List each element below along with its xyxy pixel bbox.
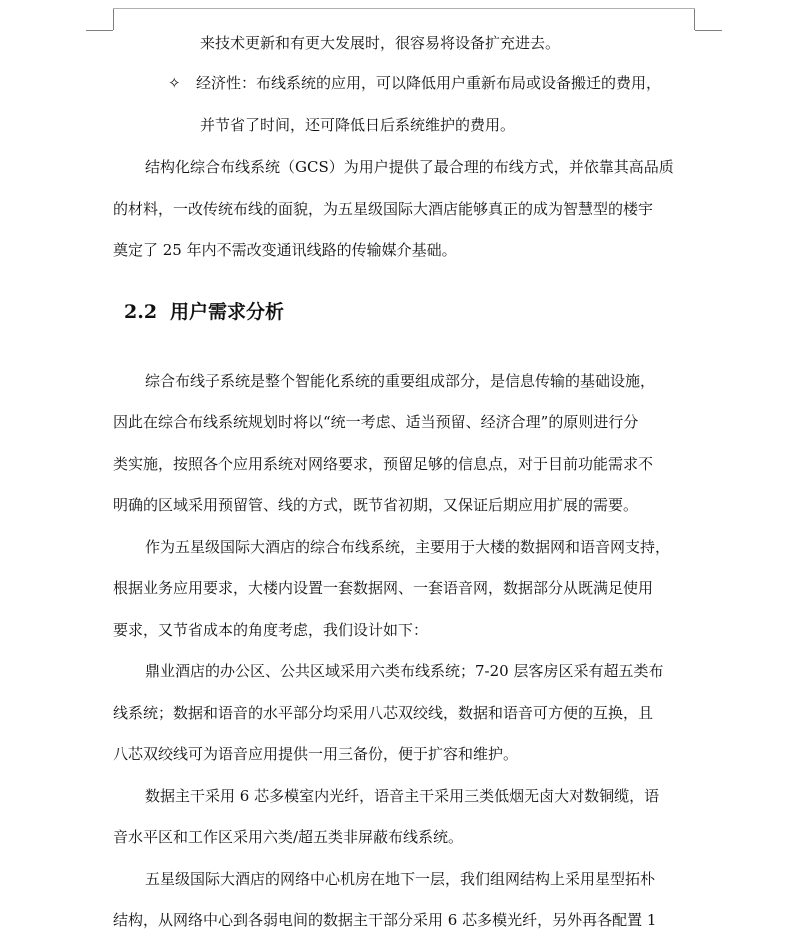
text-line: 明确的区域采用预留管、线的方式，既节省初期，又保证后期应用扩展的需要。 — [113, 496, 639, 514]
paragraph-first-line: 五星级国际大酒店的网络中心机房在地下一层，我们组网结构上采用星型拓朴 — [145, 870, 656, 888]
text-line: 因此在综合布线系统规划时将以“统一考虑、适当预留、经济合理”的原则进行分 — [113, 413, 639, 431]
text-line: 的材料，一改传统布线的面貌，为五星级国际大酒店能够真正的成为智慧型的楼宇 — [113, 200, 654, 218]
crop-mark-top-left-h — [86, 30, 113, 31]
diamond-bullet-icon: ✧ — [168, 74, 181, 92]
text-line: 并节省了时间，还可降低日后系统维护的费用。 — [200, 116, 516, 134]
text-line: 奠定了 25 年内不需改变通讯线路的传输媒介基础。 — [113, 241, 457, 259]
paragraph-first-line: 综合布线子系统是整个智能化系统的重要组成部分，是信息传输的基础设施， — [145, 372, 656, 390]
text-line: 八芯双绞线可为语音应用提供一用三备份，便于扩容和维护。 — [113, 745, 519, 763]
bullet-item — [168, 73, 698, 93]
crop-mark-top-right-h — [695, 30, 722, 31]
section-number: 2.2 — [124, 301, 158, 323]
text-line: 经济性：布线系统的应用，可以降低用户重新布局或设备搬迁的费用， — [196, 74, 662, 92]
page-top-edge — [113, 8, 695, 9]
text-line: 类实施，按照各个应用系统对网络要求，预留足够的信息点，对于目前功能需求不 — [113, 455, 654, 473]
crop-mark-top-left-v — [113, 8, 114, 30]
text-line: 根据业务应用要求，大楼内设置一套数据网、一套语音网，数据部分从既满足使用 — [113, 579, 654, 597]
paragraph-first-line: 数据主干采用 6 芯多模室内光纤，语音主干采用三类低烟无卤大对数铜缆，语 — [145, 787, 660, 805]
text-line: 线系统；数据和语音的水平部分均采用八芯双绞线，数据和语音可方便的互换，且 — [113, 704, 654, 722]
text-line: 音水平区和工作区采用六类/超五类非屏蔽布线系统。 — [113, 828, 464, 846]
crop-mark-top-right-v — [694, 8, 695, 30]
text-line: 来技术更新和有更大发展时，很容易将设备扩充进去。 — [200, 34, 561, 52]
paragraph-first-line: 鼎业酒店的办公区、公共区域采用六类布线系统；7-20 层客房区采有超五类布 — [145, 662, 664, 680]
paragraph-first-line: 结构化综合布线系统（GCS）为用户提供了最合理的布线方式，并依靠其高品质 — [145, 158, 674, 176]
paragraph-first-line: 作为五星级国际大酒店的综合布线系统，主要用于大楼的数据网和语音网支持， — [145, 538, 671, 556]
section-heading — [124, 300, 284, 324]
section-title: 用户需求分析 — [170, 301, 285, 323]
text-line: 要求，又节省成本的角度考虑，我们设计如下： — [113, 621, 429, 639]
text-line: 结构，从网络中心到各弱电间的数据主干部分采用 6 芯多模光纤，另外再各配置 1 — [113, 911, 657, 929]
